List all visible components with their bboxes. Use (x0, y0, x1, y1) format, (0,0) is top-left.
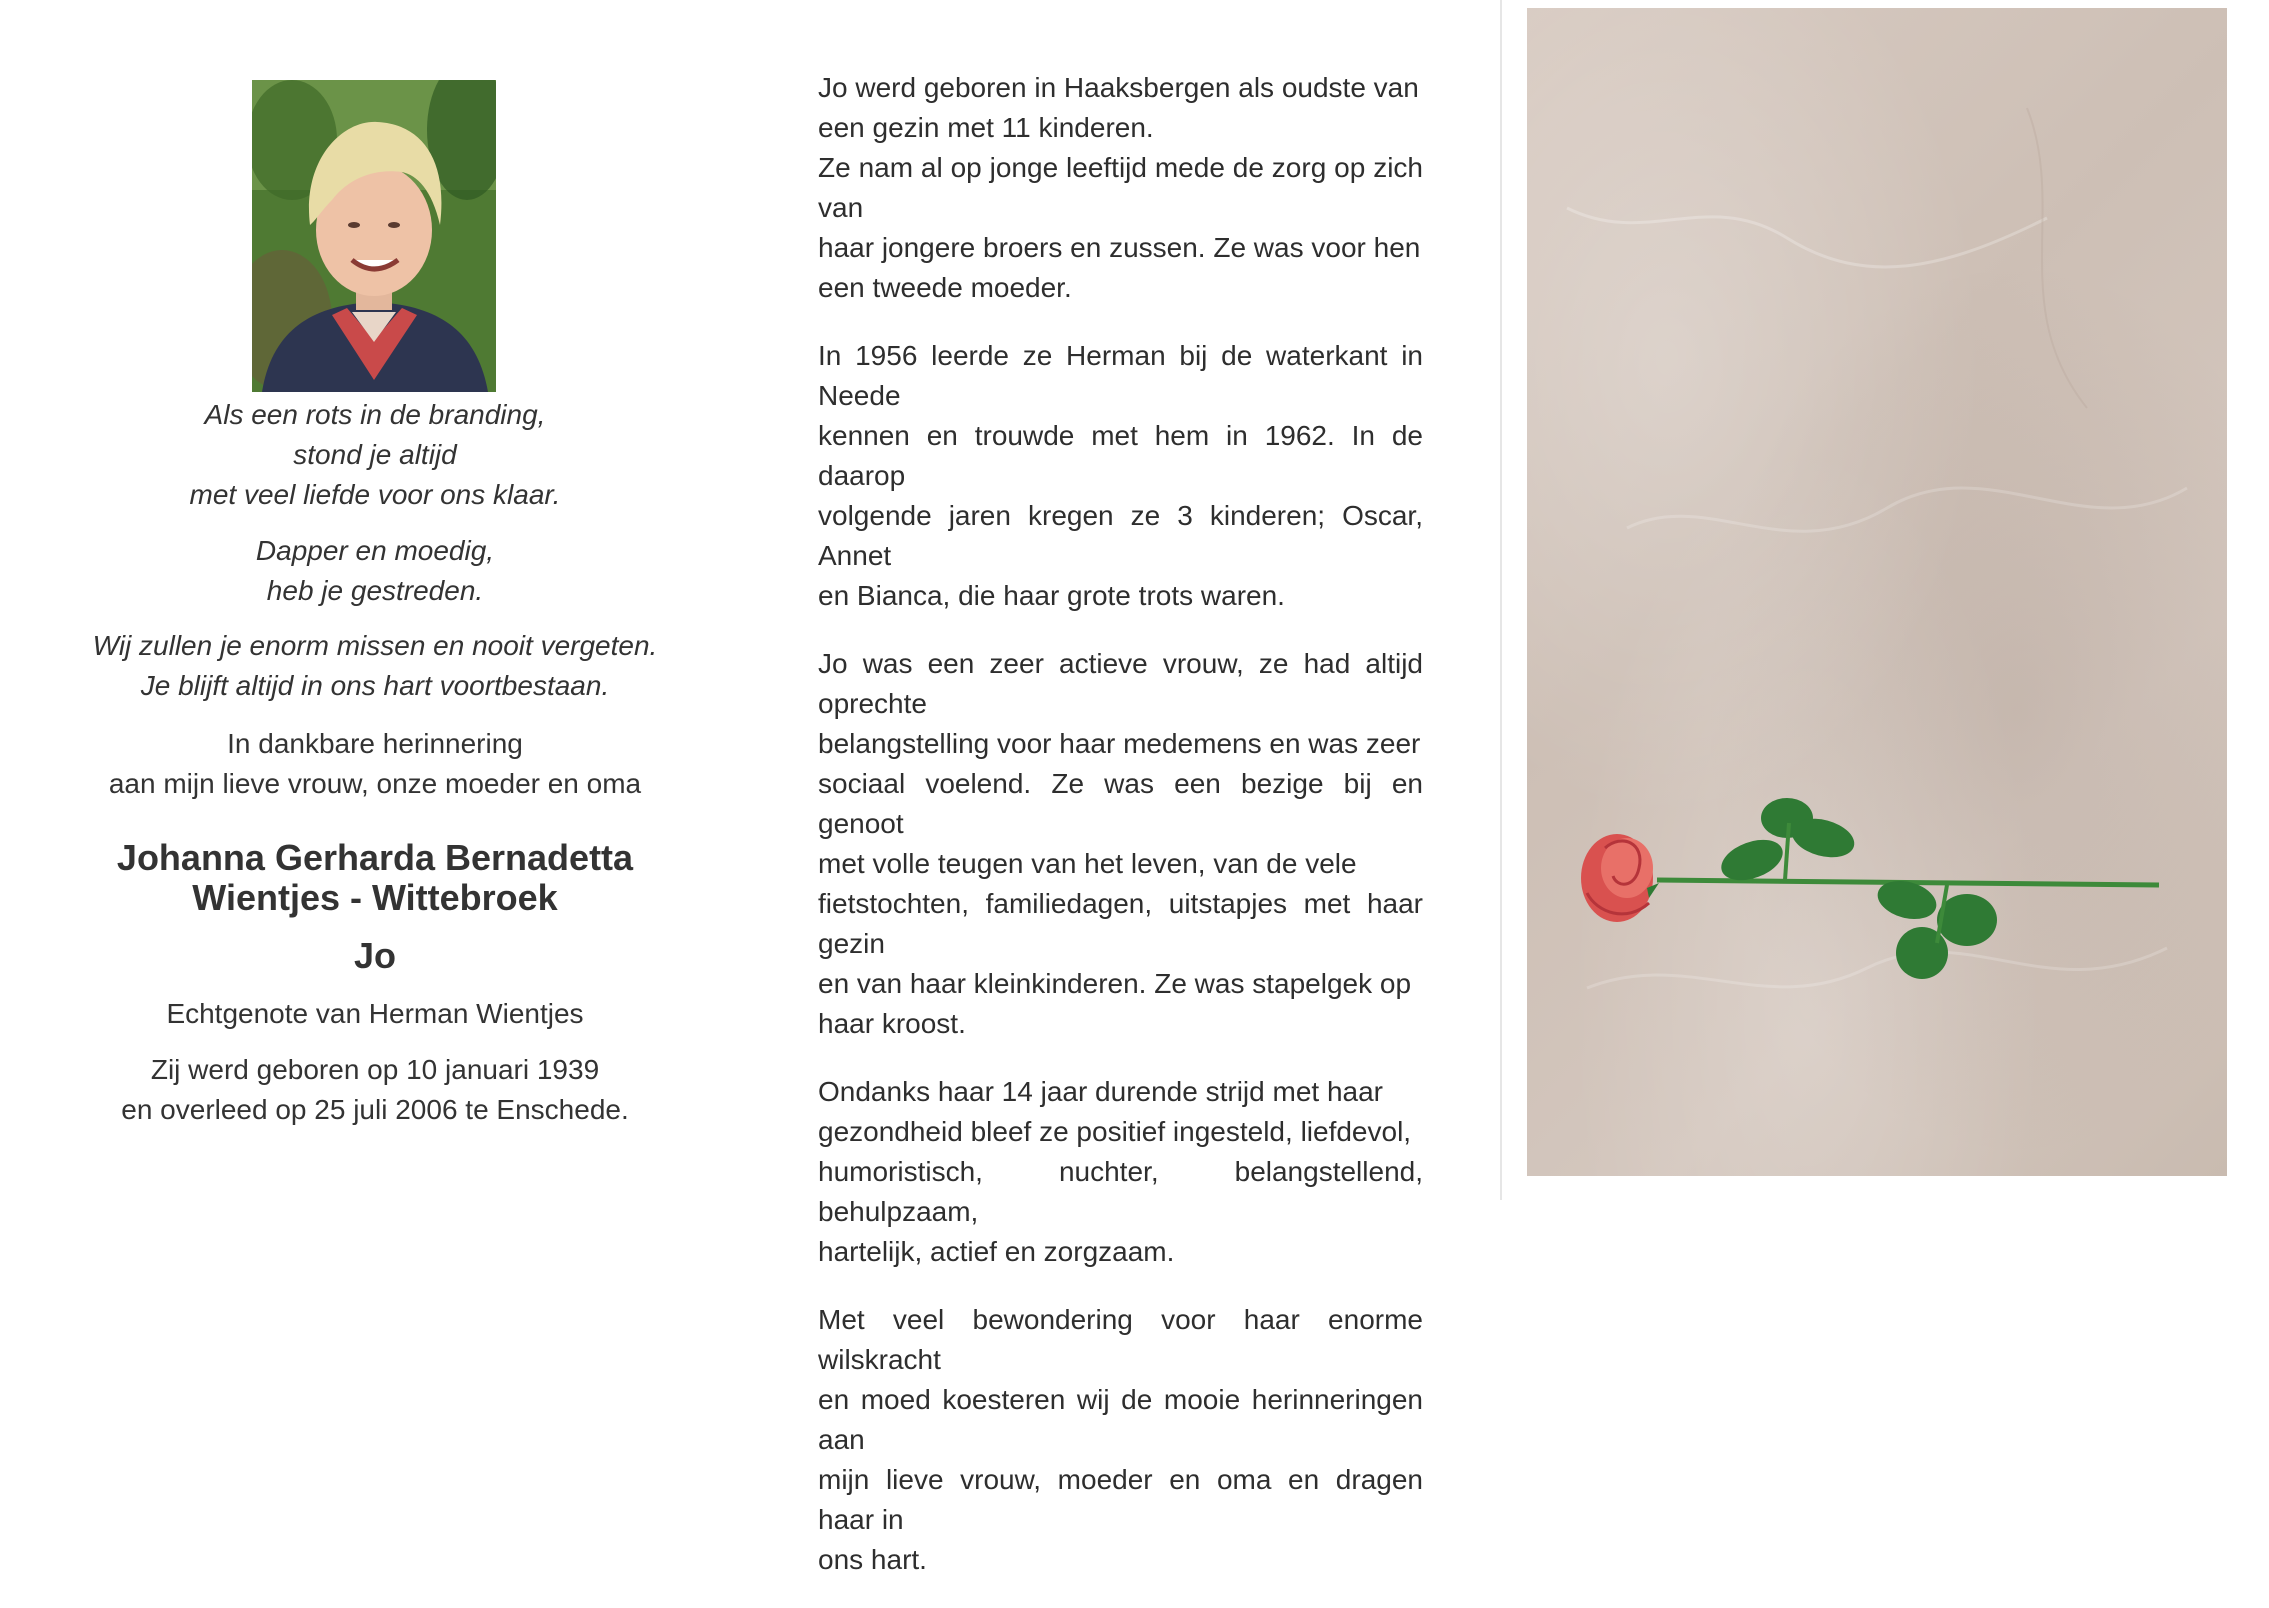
text-line: met volle teugen van het leven, van de vele (818, 848, 1357, 879)
poem-line: Als een rots in de branding, (204, 399, 546, 430)
rose-head (1581, 834, 1659, 922)
remembrance-text (60, 724, 690, 804)
remembrance-line: In dankbare herinnering (227, 728, 523, 759)
poem-stanza-3 (60, 626, 690, 706)
biography-paragraph-4 (818, 1072, 1423, 1272)
birth-line: Zij werd geboren op 10 januari 1939 (150, 1054, 600, 1085)
text-line: Jo werd geboren in Haaksbergen als oudste van (818, 72, 1419, 103)
text-line: en Bianca, die haar grote trots waren. (818, 580, 1285, 611)
poem-line: Wij zullen je enorm missen en nooit vergeten. (92, 630, 658, 661)
fold-divider (1500, 0, 1502, 1200)
deceased-name (60, 838, 690, 976)
biography-paragraph-3 (818, 644, 1423, 1044)
death-line: en overleed op 25 juli 2006 te Enschede. (121, 1094, 629, 1125)
marble-cover-panel (1527, 8, 2227, 1176)
rose-leaf-cluster-lower (1873, 875, 1997, 979)
surname-line: Wientjes - Wittebroek (192, 877, 558, 918)
remembrance-line: aan mijn lieve vrouw, onze moeder en oma (108, 768, 642, 799)
text-line: mijn lieve vrouw, moeder en oma en dragen haar in (818, 1464, 1423, 1535)
spouse-text: Echtgenote van Herman Wientjes (166, 998, 584, 1029)
full-name-line: Johanna Gerharda Bernadetta (116, 837, 634, 878)
text-line: In 1956 leerde ze Herman bij de waterkant in Neede (818, 340, 1423, 411)
poem-line: stond je altijd (293, 439, 457, 470)
text-line: ons hart. (818, 1544, 927, 1575)
text-line: haar kroost. (818, 1008, 966, 1039)
biography-paragraph-2 (818, 336, 1423, 616)
text-line: een tweede moeder. (818, 272, 1072, 303)
text-line: kennen en trouwde met hem in 1962. In de daarop (818, 420, 1423, 491)
biography-panel (818, 68, 1423, 1608)
biography-paragraph-5 (818, 1300, 1423, 1580)
poem-stanza-2 (60, 531, 690, 611)
poem-line: Je blijft altijd in ons hart voortbestaan. (140, 670, 610, 701)
rose-leaf-cluster-upper (1716, 798, 1859, 888)
text-line: en moed koesteren wij de mooie herinneringen aan (818, 1384, 1423, 1455)
portrait-photo (252, 80, 496, 392)
text-line: sociaal voelend. Ze was een bezige bij en genoot (818, 768, 1423, 839)
text-line: Ondanks haar 14 jaar durende strijd met haar (818, 1076, 1383, 1107)
text-line: fietstochten, familiedagen, uitstapjes met haar gezin (818, 888, 1423, 959)
text-line: een gezin met 11 kinderen. (818, 112, 1154, 143)
text-line: belangstelling voor haar medemens en was zeer (818, 728, 1421, 759)
text-line: Ze nam al op jonge leeftijd mede de zorg op zich van (818, 152, 1423, 223)
text-line: haar jongere broers en zussen. Ze was voor hen (818, 232, 1421, 263)
text-line: en van haar kleinkinderen. Ze was stapelgek op (818, 968, 1412, 999)
nickname-line: Jo (353, 935, 396, 976)
text-line: Jo was een zeer actieve vrouw, ze had altijd oprechte (818, 648, 1423, 719)
poem-line: Dapper en moedig, (255, 535, 495, 566)
poem-stanza-1 (60, 395, 690, 515)
poem-line: heb je gestreden. (266, 575, 484, 606)
left-panel (0, 0, 750, 1200)
portrait-illustration (252, 80, 496, 392)
text-line: volgende jaren kregen ze 3 kinderen; Oscar, Annet (818, 500, 1423, 571)
text-line: Met veel bewondering voor haar enorme wilskracht (818, 1304, 1423, 1375)
rose-illustration (1527, 8, 2227, 1176)
poem-line: met veel liefde voor ons klaar. (189, 479, 561, 510)
text-line: hartelijk, actief en zorgzaam. (818, 1236, 1175, 1267)
life-dates (60, 1050, 690, 1130)
text-line: humoristisch, nuchter, belangstellend, behulpzaam, (818, 1156, 1423, 1227)
text-line: gezondheid bleef ze positief ingesteld, liefdevol, (818, 1116, 1412, 1147)
biography-paragraph-1 (818, 68, 1423, 308)
